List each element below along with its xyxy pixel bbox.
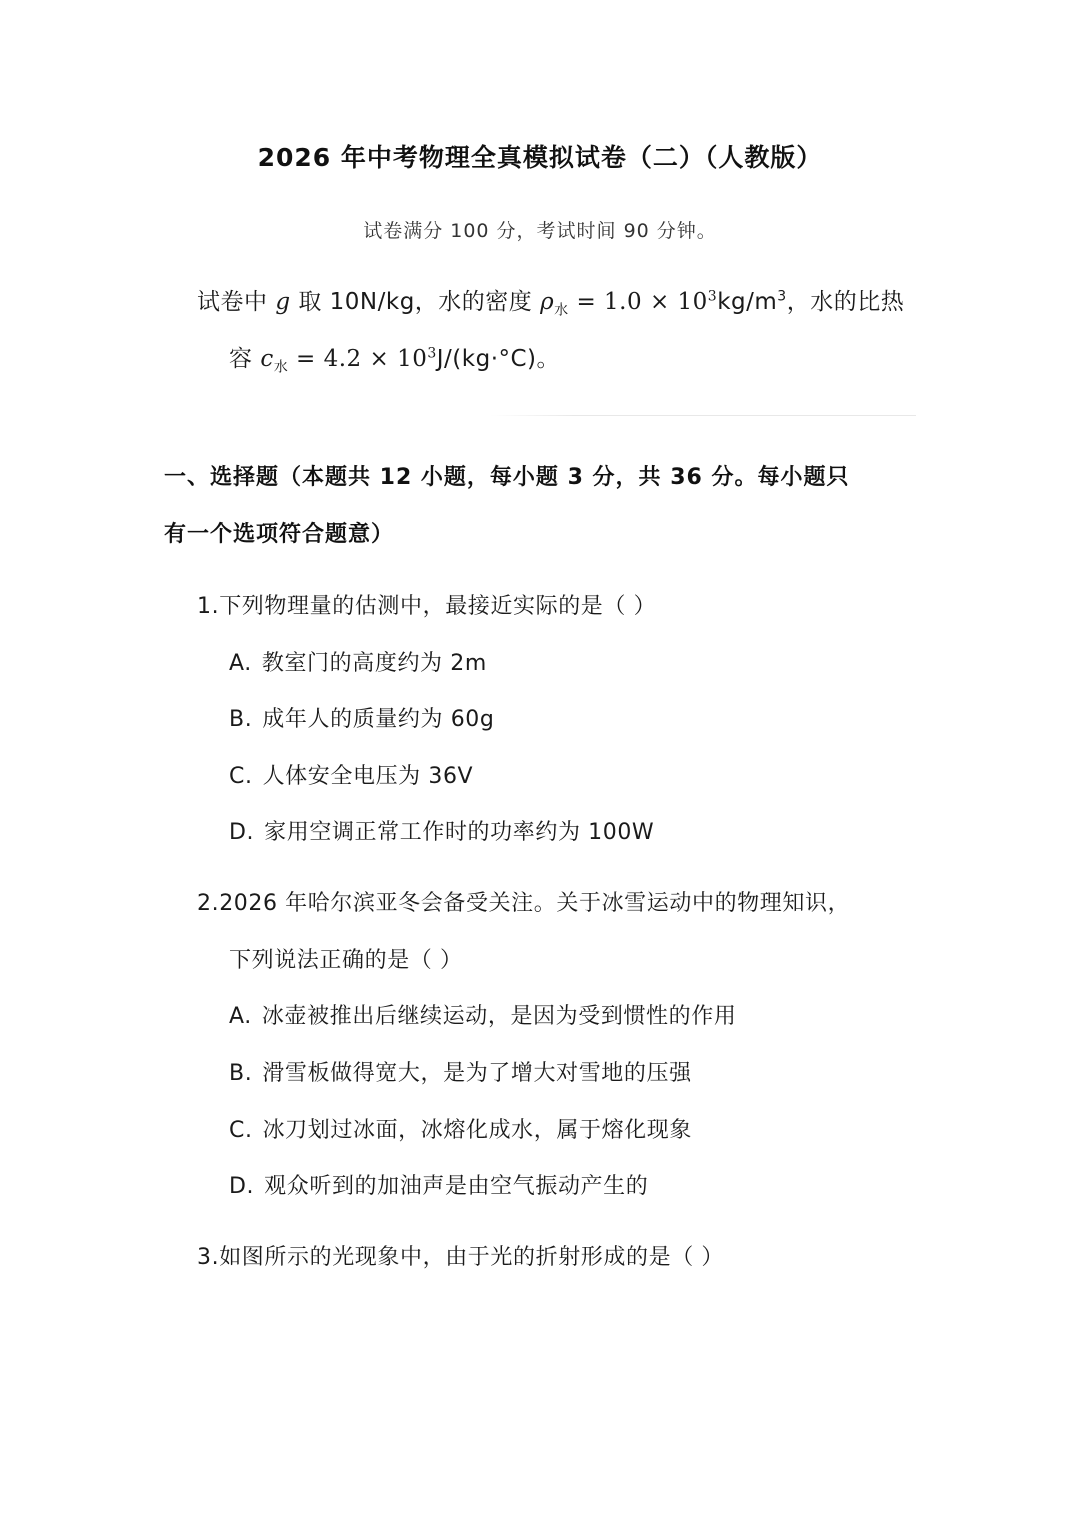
question-2-stem: 2.2026 年哈尔滨亚冬会备受关注。关于冰雪运动中的物理知识， (197, 891, 851, 916)
option-letter: C. (229, 1118, 253, 1143)
option-letter: C. (229, 764, 253, 789)
constants-line-1 (197, 283, 904, 320)
option-letter: B. (229, 1061, 253, 1086)
constants-line-2 (229, 340, 560, 377)
c-subscript: 水 (273, 359, 289, 376)
constants-text: 容 (229, 346, 261, 372)
question-2-stem-cont: 下列说法正确的是（ ） (229, 948, 463, 973)
rho-unit: kg/m (717, 289, 778, 315)
option-text: 冰壶被推出后继续运动，是因为受到惯性的作用 (261, 1004, 737, 1029)
question-1-option-d (229, 815, 654, 846)
question-1-option-c (229, 759, 473, 790)
c-unit: J/(kg·°C) (436, 346, 537, 372)
c-value: = 4.2 × 10 (288, 346, 428, 372)
option-letter: D. (229, 1174, 255, 1199)
constants-text: ，水的比热 (786, 289, 905, 315)
question-1-option-a (229, 646, 487, 677)
rho-value: = 1.0 × 10 (568, 289, 708, 315)
divider (490, 415, 916, 416)
question-1-option-b (229, 702, 494, 733)
question-2-option-c (229, 1113, 692, 1144)
option-letter: A. (229, 1004, 252, 1029)
section-heading-cont: 有一个选项符合题意） (164, 522, 395, 547)
question-2-option-a (229, 999, 736, 1030)
question-2-option-b (229, 1056, 692, 1087)
rho-exponent: 3 (707, 288, 718, 305)
constants-text: 试卷中 (197, 289, 276, 315)
option-letter: B. (229, 707, 253, 732)
question-2-option-d (229, 1169, 648, 1200)
option-text: 成年人的质量约为 60g (262, 707, 495, 732)
option-text: 观众听到的加油声是由空气振动产生的 (264, 1174, 649, 1199)
question-1-stem: 1.下列物理量的估测中，最接近实际的是（ ） (197, 594, 657, 619)
option-letter: A. (229, 651, 252, 676)
rho-symbol: ρ (540, 289, 555, 315)
option-text: 家用空调正常工作时的功率约为 100W (264, 820, 655, 845)
option-text: 冰刀划过冰面，冰熔化成水，属于熔化现象 (262, 1118, 692, 1143)
section-heading: 一、选择题（本题共 12 小题，每小题 3 分，共 36 分。每小题只 (164, 465, 850, 490)
rho-unit-exponent: 3 (777, 288, 787, 305)
constants-text: 取 10N/kg，水的密度 (290, 289, 541, 315)
option-text: 教室门的高度约为 2m (261, 651, 487, 676)
question-3-stem: 3.如图所示的光现象中，由于光的折射形成的是（ ） (197, 1245, 724, 1270)
exam-subtitle: 试卷满分 100 分，考试时间 90 分钟。 (363, 220, 717, 242)
exam-title: 2026 年中考物理全真模拟试卷（二）（人教版） (257, 143, 823, 172)
constants-text: 。 (536, 346, 561, 372)
c-symbol: c (260, 346, 274, 372)
c-exponent: 3 (427, 345, 437, 362)
g-symbol: g (275, 289, 291, 315)
option-letter: D. (229, 820, 255, 845)
option-text: 人体安全电压为 36V (262, 764, 474, 789)
option-text: 滑雪板做得宽大，是为了增大对雪地的压强 (262, 1061, 692, 1086)
rho-subscript: 水 (554, 302, 569, 319)
